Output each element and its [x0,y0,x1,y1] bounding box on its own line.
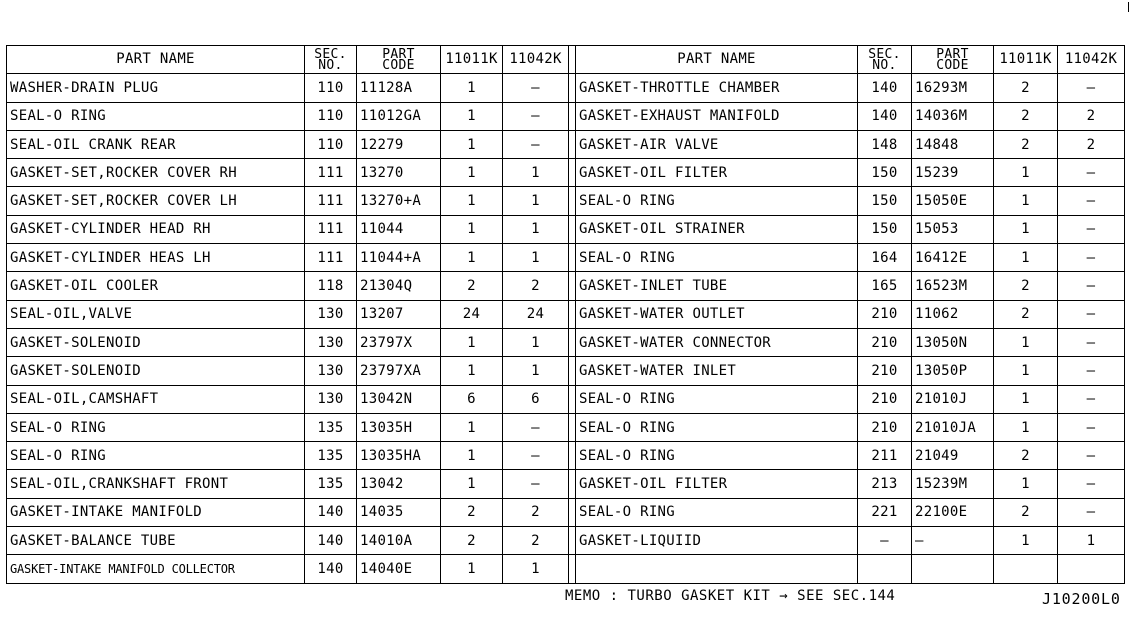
part-code-cell: 13042N [357,385,441,413]
column-divider [569,130,576,158]
qty-11042k-cell: – [503,74,569,102]
part-code-cell: 13042 [357,470,441,498]
part-name-cell: GASKET-CYLINDER HEAS LH [7,244,305,272]
sec-no-cell: 111 [305,187,357,215]
part-name-cell: SEAL-O RING [576,498,858,526]
qty-11042k-cell: 2 [1058,130,1125,158]
qty-11042k-cell: – [1058,357,1125,385]
table-row [7,328,1125,356]
table-header-row [7,46,1125,74]
part-name-cell: SEAL-O RING [576,244,858,272]
table-row [7,272,1125,300]
part-code-cell: 13270+A [357,187,441,215]
part-code-cell: 16412E [912,244,994,272]
table-row [7,215,1125,243]
part-code-cell: 14010A [357,527,441,555]
sec-no-cell: 150 [858,215,912,243]
qty-11011k-cell: 1 [994,187,1058,215]
part-name-cell: GASKET-SOLENOID [7,357,305,385]
part-name-cell [576,555,858,583]
part-code-cell [912,555,994,583]
part-code-cell: 21304Q [357,272,441,300]
qty-11042k-cell: – [1058,187,1125,215]
table-row [7,527,1125,555]
qty-11011k-cell: 1 [994,244,1058,272]
sec-no-cell: 210 [858,328,912,356]
sec-no-cell: 110 [305,102,357,130]
table-row [7,300,1125,328]
sec-no-cell: 211 [858,442,912,470]
part-name-cell: GASKET-SOLENOID [7,328,305,356]
part-code-cell: 21010J [912,385,994,413]
sec-no-cell [858,555,912,583]
table-row [7,413,1125,441]
part-name-cell: GASKET-EXHAUST MANIFOLD [576,102,858,130]
part-name-cell: GASKET-WATER CONNECTOR [576,328,858,356]
part-code-cell: 11062 [912,300,994,328]
qty-11011k-cell: 1 [994,159,1058,187]
gasket-kit-parts-table [6,45,1125,584]
part-name-cell: GASKET-OIL COOLER [7,272,305,300]
sec-no-cell: 130 [305,357,357,385]
part-code-cell: 13207 [357,300,441,328]
qty-11042k-cell: 2 [503,498,569,526]
part-code-cell: 13270 [357,159,441,187]
part-name-cell: SEAL-O RING [576,413,858,441]
column-divider [569,357,576,385]
qty-11042k-cell: 1 [503,187,569,215]
qty-11042k-cell: – [1058,413,1125,441]
part-code-cell: 21010JA [912,413,994,441]
qty-11042k-cell: 1 [503,244,569,272]
qty-11011k-cell: 1 [441,470,503,498]
part-name-cell: SEAL-OIL,VALVE [7,300,305,328]
part-code-cell: 16523M [912,272,994,300]
column-divider [569,385,576,413]
qty-11011k-cell: 1 [441,442,503,470]
qty-11011k-cell: 1 [441,244,503,272]
sec-no-cell: 150 [858,187,912,215]
part-name-cell: SEAL-O RING [7,413,305,441]
qty-11042k-cell: – [1058,385,1125,413]
sec-no-cell: 118 [305,272,357,300]
qty-11011k-cell: 1 [441,357,503,385]
qty-11042k-cell: 1 [503,215,569,243]
part-code-cell: 11044+A [357,244,441,272]
part-code-cell: 13035H [357,413,441,441]
column-divider [569,498,576,526]
sec-no-cell: 140 [858,102,912,130]
part-name-cell: GASKET-SET,ROCKER COVER RH [7,159,305,187]
part-code-cell: 14848 [912,130,994,158]
sec-no-cell: 130 [305,385,357,413]
qty-11011k-cell: 2 [994,74,1058,102]
qty-11011k-cell: 1 [994,385,1058,413]
column-divider [569,244,576,272]
qty-11042k-cell: – [1058,498,1125,526]
part-code-cell: 16293M [912,74,994,102]
qty-11011k-cell: 1 [441,413,503,441]
qty-11011k-cell: 1 [994,328,1058,356]
sec-no-cell: 140 [305,527,357,555]
table-row [7,442,1125,470]
table-row [7,187,1125,215]
part-code-cell: 11044 [357,215,441,243]
part-code-cell: 14040E [357,555,441,583]
header-sec-no-left: SEC. NO. [305,46,357,74]
qty-11011k-cell: 1 [994,215,1058,243]
header-part-name-right: PART NAME [576,46,858,74]
part-code-cell: 22100E [912,498,994,526]
sec-no-cell: 140 [858,74,912,102]
sec-no-cell: 210 [858,385,912,413]
qty-11011k-cell: 1 [441,102,503,130]
part-code-cell: 15053 [912,215,994,243]
part-name-cell: SEAL-O RING [576,187,858,215]
column-divider [569,215,576,243]
table-row [7,555,1125,583]
qty-11042k-cell: – [1058,244,1125,272]
qty-11042k-cell: – [1058,272,1125,300]
header-kit1-left: 11011K [441,46,503,74]
qty-11042k-cell: – [1058,328,1125,356]
table-row [7,102,1125,130]
part-code-cell: 23797XA [357,357,441,385]
sec-no-cell: 130 [305,328,357,356]
table-row [7,244,1125,272]
sec-no-cell: 140 [305,555,357,583]
qty-11011k-cell: 1 [441,159,503,187]
header-kit2-right: 11042K [1058,46,1125,74]
part-name-cell: SEAL-OIL,CAMSHAFT [7,385,305,413]
qty-11011k-cell: 2 [994,300,1058,328]
qty-11042k-cell: 2 [1058,102,1125,130]
header-part-code-right: PART CODE [912,46,994,74]
part-name-cell: GASKET-WATER INLET [576,357,858,385]
qty-11011k-cell: 1 [441,187,503,215]
qty-11042k-cell: 1 [503,328,569,356]
column-divider [569,74,576,102]
table-row [7,357,1125,385]
column-divider [569,102,576,130]
table-row [7,130,1125,158]
part-name-cell: SEAL-O RING [576,385,858,413]
part-code-cell: 14035 [357,498,441,526]
sec-no-cell: 165 [858,272,912,300]
qty-11011k-cell: 24 [441,300,503,328]
part-code-cell: 15239M [912,470,994,498]
qty-11042k-cell: – [1058,442,1125,470]
sec-no-cell: 150 [858,159,912,187]
corner-mark [1128,2,1129,12]
part-code-cell: 13050N [912,328,994,356]
sec-no-cell: 221 [858,498,912,526]
header-part-name-left: PART NAME [7,46,305,74]
part-code-cell: 11012GA [357,102,441,130]
memo-note: MEMO : TURBO GASKET KIT → SEE SEC.144 [565,588,896,604]
column-divider [569,470,576,498]
part-name-cell: GASKET-THROTTLE CHAMBER [576,74,858,102]
sec-no-cell: 210 [858,413,912,441]
table-row [7,159,1125,187]
header-kit1-right: 11011K [994,46,1058,74]
qty-11042k-cell: 1 [1058,527,1125,555]
table-row [7,498,1125,526]
part-name-cell: GASKET-LIQUIID [576,527,858,555]
part-name-cell: WASHER-DRAIN PLUG [7,74,305,102]
table-row [7,470,1125,498]
qty-11042k-cell: 1 [503,555,569,583]
part-name-cell: SEAL-O RING [7,442,305,470]
qty-11042k-cell: – [503,413,569,441]
part-name-cell: GASKET-INTAKE MANIFOLD COLLECTOR [7,555,305,583]
qty-11042k-cell: 2 [503,272,569,300]
qty-11011k-cell: 2 [994,130,1058,158]
sec-no-cell: 135 [305,442,357,470]
part-name-cell: SEAL-OIL CRANK REAR [7,130,305,158]
qty-11042k-cell: 2 [503,527,569,555]
part-name-cell: SEAL-OIL,CRANKSHAFT FRONT [7,470,305,498]
qty-11042k-cell: – [1058,159,1125,187]
qty-11011k-cell: 6 [441,385,503,413]
qty-11011k-cell: 2 [441,498,503,526]
part-name-cell: GASKET-SET,ROCKER COVER LH [7,187,305,215]
sec-no-cell: 110 [305,74,357,102]
qty-11042k-cell: – [1058,215,1125,243]
part-code-cell: 21049 [912,442,994,470]
part-code-cell: 15050E [912,187,994,215]
qty-11011k-cell: 2 [994,498,1058,526]
part-name-cell: GASKET-AIR VALVE [576,130,858,158]
qty-11042k-cell [1058,555,1125,583]
part-code-cell: 12279 [357,130,441,158]
header-part-code-left: PART CODE [357,46,441,74]
sec-no-cell: 210 [858,300,912,328]
part-name-cell: GASKET-OIL STRAINER [576,215,858,243]
part-code-cell: 14036M [912,102,994,130]
part-code-cell: 13050P [912,357,994,385]
part-code-cell: 15239 [912,159,994,187]
qty-11042k-cell: – [1058,300,1125,328]
column-divider [569,46,576,74]
qty-11042k-cell: 1 [503,159,569,187]
sec-no-cell: 140 [305,498,357,526]
sec-no-cell: 111 [305,244,357,272]
column-divider [569,272,576,300]
qty-11011k-cell: 2 [441,272,503,300]
drawing-reference: J10200L0 [1042,590,1121,608]
qty-11011k-cell: 1 [441,74,503,102]
sec-no-cell: 130 [305,300,357,328]
column-divider [569,442,576,470]
table-row [7,74,1125,102]
qty-11042k-cell: – [503,442,569,470]
sec-no-cell: 164 [858,244,912,272]
sec-no-cell: 135 [305,413,357,441]
sec-no-cell: 110 [305,130,357,158]
sec-no-cell: 111 [305,215,357,243]
part-name-cell: SEAL-O RING [576,442,858,470]
qty-11042k-cell: 1 [503,357,569,385]
part-name-cell: GASKET-CYLINDER HEAD RH [7,215,305,243]
qty-11042k-cell: – [1058,74,1125,102]
part-name-cell: GASKET-OIL FILTER [576,470,858,498]
sec-no-cell: 135 [305,470,357,498]
header-kit2-left: 11042K [503,46,569,74]
qty-11042k-cell: – [503,102,569,130]
qty-11011k-cell: 2 [994,102,1058,130]
qty-11011k-cell: 1 [441,130,503,158]
column-divider [569,555,576,583]
part-name-cell: SEAL-O RING [7,102,305,130]
column-divider [569,300,576,328]
qty-11011k-cell: 1 [441,555,503,583]
qty-11011k-cell: 1 [441,328,503,356]
column-divider [569,187,576,215]
column-divider [569,413,576,441]
qty-11042k-cell: – [503,470,569,498]
part-code-cell: – [912,527,994,555]
qty-11011k-cell: 1 [441,215,503,243]
part-name-cell: GASKET-BALANCE TUBE [7,527,305,555]
column-divider [569,328,576,356]
sec-no-cell: 213 [858,470,912,498]
qty-11042k-cell: 24 [503,300,569,328]
qty-11011k-cell: 2 [441,527,503,555]
sec-no-cell: 210 [858,357,912,385]
sec-no-cell: 111 [305,159,357,187]
sec-no-cell: 148 [858,130,912,158]
table-row [7,385,1125,413]
qty-11042k-cell: – [1058,470,1125,498]
qty-11011k-cell: 1 [994,357,1058,385]
parts-sheet [6,45,1125,584]
part-code-cell: 11128A [357,74,441,102]
column-divider [569,159,576,187]
sec-no-cell: – [858,527,912,555]
part-name-cell: GASKET-INTAKE MANIFOLD [7,498,305,526]
part-code-cell: 23797X [357,328,441,356]
header-sec-no-right: SEC. NO. [858,46,912,74]
part-code-cell: 13035HA [357,442,441,470]
qty-11042k-cell: – [503,130,569,158]
qty-11011k-cell: 2 [994,272,1058,300]
qty-11011k-cell [994,555,1058,583]
qty-11042k-cell: 6 [503,385,569,413]
part-name-cell: GASKET-WATER OUTLET [576,300,858,328]
column-divider [569,527,576,555]
qty-11011k-cell: 1 [994,413,1058,441]
qty-11011k-cell: 1 [994,470,1058,498]
part-name-cell: GASKET-OIL FILTER [576,159,858,187]
part-name-cell: GASKET-INLET TUBE [576,272,858,300]
qty-11011k-cell: 2 [994,442,1058,470]
qty-11011k-cell: 1 [994,527,1058,555]
